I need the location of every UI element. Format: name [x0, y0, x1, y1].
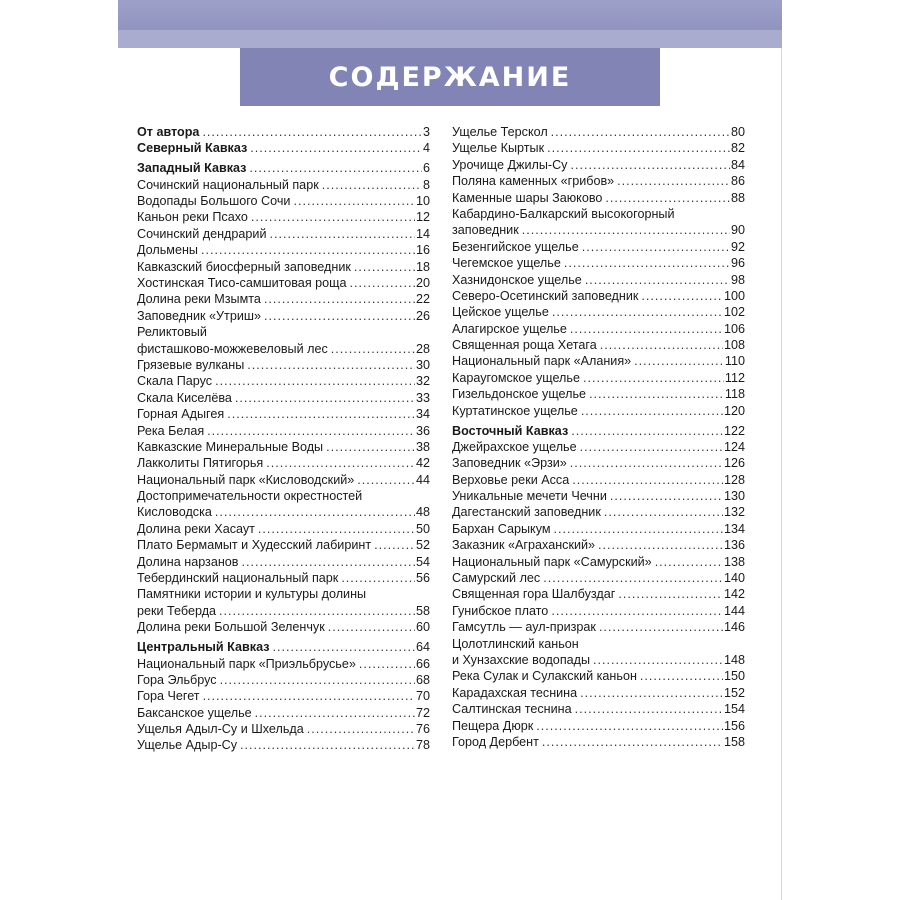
dot-leader: [240, 737, 415, 753]
toc-entry-title: Сочинский дендрарий: [137, 226, 267, 241]
dot-leader: [570, 157, 730, 173]
toc-entry-title: Ущелье Кыртык: [452, 141, 545, 156]
toc-entry[interactable]: [452, 403, 745, 419]
toc-entry-title: От автора: [137, 125, 200, 139]
toc-entry-title: Долина реки Мзымта: [137, 292, 261, 307]
title-banner: [240, 48, 660, 106]
toc-page-number: 50: [415, 521, 430, 536]
toc-entry-title: Баксанское ущелье: [137, 705, 252, 720]
toc-page-number: 132: [723, 505, 745, 520]
dot-leader: [322, 177, 422, 193]
dot-leader: [543, 570, 723, 586]
toc-entry[interactable]: [452, 504, 745, 520]
dot-leader: [610, 488, 723, 504]
toc-entry-title: Заповедник «Утриш»: [137, 308, 261, 323]
dot-leader: [551, 124, 730, 140]
toc-page-number: 144: [723, 603, 745, 618]
dot-leader: [571, 423, 723, 439]
toc-page-number: 130: [723, 489, 745, 504]
toc-page-number: 26: [415, 308, 430, 323]
toc-page-number: 70: [415, 689, 430, 704]
dot-leader: [258, 521, 415, 537]
toc-entry[interactable]: [452, 668, 745, 684]
dot-leader: [270, 226, 415, 242]
toc-column-right: [452, 124, 745, 750]
dot-leader: [634, 353, 724, 369]
dot-leader: [251, 209, 415, 225]
toc-section-heading[interactable]: [137, 124, 430, 140]
toc-entry[interactable]: [452, 554, 745, 570]
toc-page-number: 150: [723, 669, 745, 684]
toc-entry[interactable]: [137, 705, 430, 721]
toc-entry[interactable]: [137, 308, 430, 324]
dot-leader: [202, 124, 422, 140]
toc-page-number: 68: [415, 672, 430, 687]
toc-entry[interactable]: [137, 672, 430, 688]
toc-entry[interactable]: [452, 304, 745, 320]
toc-entry-title: Северо-Осетинский заповедник: [452, 288, 639, 303]
toc-entry[interactable]: [452, 472, 745, 488]
dot-leader: [605, 190, 730, 206]
dot-leader: [203, 688, 415, 704]
dot-leader: [328, 619, 415, 635]
toc-page-number: 6: [422, 161, 430, 176]
toc-page-number: 100: [723, 288, 745, 303]
toc-entry-title: Скала Парус: [137, 374, 213, 389]
toc-entry[interactable]: [137, 439, 430, 455]
dot-leader: [547, 140, 730, 156]
toc-entry-title: Верховье реки Асса: [452, 472, 570, 487]
toc-entry-title: Ущелье Терскол: [452, 125, 548, 139]
toc-page-number: 38: [415, 439, 430, 454]
dot-leader: [604, 504, 723, 520]
toc-page-number: 84: [730, 157, 745, 172]
toc-entry-title: Цейское ущелье: [452, 305, 549, 320]
toc-entry-title: Кисловодска: [137, 505, 212, 520]
dot-leader: [207, 423, 415, 439]
dot-leader: [220, 672, 415, 688]
toc-entry-title: Ущелье Адыр-Су: [137, 738, 238, 753]
dot-leader: [599, 619, 723, 635]
toc-page-number: 4: [422, 141, 430, 156]
toc-page-number: 20: [415, 276, 430, 291]
toc-page-number: 16: [415, 243, 430, 258]
toc-entry-title: Восточный Кавказ: [452, 423, 569, 438]
toc-page-number: 90: [730, 223, 745, 238]
toc-section-heading[interactable]: [452, 423, 745, 439]
toc-entry[interactable]: [452, 124, 745, 140]
toc-entry[interactable]: [137, 423, 430, 439]
toc-entry-title: Река Белая: [137, 423, 205, 438]
toc-page-number: 3: [422, 125, 430, 139]
toc-page-number: 96: [730, 256, 745, 271]
toc-entry-title: Водопады Большого Сочи: [137, 194, 291, 209]
toc-entry[interactable]: [137, 554, 430, 570]
dot-leader: [522, 222, 730, 238]
toc-entry[interactable]: [452, 734, 745, 750]
toc-page-number: 88: [730, 190, 745, 205]
toc-entry[interactable]: [137, 341, 430, 357]
toc-page-number: 60: [415, 620, 430, 635]
toc-page-number: 32: [415, 374, 430, 389]
toc-entry[interactable]: [452, 488, 745, 504]
toc-entry[interactable]: [452, 439, 745, 455]
toc-entry-title: Река Сулак и Сулакский каньон: [452, 669, 637, 684]
toc-entry[interactable]: [137, 537, 430, 553]
toc-page-number: 30: [415, 357, 430, 372]
toc-entry-title: Заказник «Аграханский»: [452, 538, 596, 553]
dot-leader: [219, 603, 415, 619]
toc-page-number: 142: [723, 587, 745, 602]
toc-entry-title: Гамсутль — аул-призрак: [452, 620, 596, 635]
toc-entry[interactable]: [452, 718, 745, 734]
toc-entry-title: Западный Кавказ: [137, 161, 247, 176]
toc-page-number: 140: [723, 571, 745, 586]
toc-entry[interactable]: [452, 288, 745, 304]
dot-leader: [326, 439, 415, 455]
toc-entry[interactable]: [452, 455, 745, 471]
toc-entry[interactable]: [137, 193, 430, 209]
toc-entry[interactable]: [452, 570, 745, 586]
toc-entry-title: Карадахская теснина: [452, 685, 578, 700]
toc-entry-title: Поляна каменных «грибов»: [452, 174, 615, 189]
toc-entry[interactable]: [452, 321, 745, 337]
dot-leader: [600, 337, 723, 353]
dot-leader: [249, 160, 422, 176]
toc-entry[interactable]: [137, 721, 430, 737]
toc-entry[interactable]: [452, 652, 745, 668]
toc-entry[interactable]: [137, 357, 430, 373]
toc-page-number: 80: [730, 125, 745, 139]
toc-entry[interactable]: [137, 603, 430, 619]
toc-entry[interactable]: [137, 504, 430, 520]
toc-entry[interactable]: [452, 255, 745, 271]
toc-entry-title: Северный Кавказ: [137, 141, 248, 156]
toc-page-number: 124: [723, 439, 745, 454]
toc-entry-title: Бархан Сарыкум: [452, 521, 551, 536]
toc-page-number: 152: [723, 685, 745, 700]
toc-entry[interactable]: [137, 373, 430, 389]
toc-page-number: 146: [723, 620, 745, 635]
dot-leader: [583, 370, 724, 386]
toc-page-number: 128: [723, 472, 745, 487]
dot-leader: [354, 259, 415, 275]
toc-entry-line: Достопримечательности окрестностей: [137, 489, 363, 504]
toc-entry-title: Салтинская теснина: [452, 702, 572, 717]
toc-entry[interactable]: [452, 619, 745, 635]
toc-entry[interactable]: [137, 619, 430, 635]
toc-entry-line: Реликтовый: [137, 325, 207, 340]
toc-page-number: 52: [415, 538, 430, 553]
dot-leader: [264, 308, 415, 324]
toc-entry-title: Джейрахское ущелье: [452, 439, 577, 454]
toc-entry-line: Памятники истории и культуры долины: [137, 587, 367, 602]
dot-leader: [582, 239, 730, 255]
dot-leader: [235, 390, 415, 406]
toc-section-heading[interactable]: [137, 160, 430, 176]
dot-leader: [585, 272, 730, 288]
dot-leader: [575, 701, 723, 717]
toc-entry[interactable]: [452, 222, 745, 238]
toc-entry-line: Цолотлинский каньон: [452, 636, 579, 651]
toc-entry[interactable]: [137, 275, 430, 291]
toc-entry[interactable]: [452, 157, 745, 173]
toc-entry-title: Уникальные мечети Чечни: [452, 489, 607, 504]
toc-entry-title: Скала Киселёва: [137, 390, 232, 405]
toc-page-number: 98: [730, 272, 745, 287]
dot-leader: [572, 472, 723, 488]
toc-entry-title: Ущелья Адыл-Су и Шхельда: [137, 722, 304, 737]
toc-page-number: 64: [415, 640, 430, 655]
dot-leader: [641, 288, 723, 304]
toc-page-number: 134: [723, 521, 745, 536]
dot-leader: [264, 291, 415, 307]
toc-page-number: 22: [415, 292, 430, 307]
dot-leader: [266, 455, 415, 471]
toc-entry[interactable]: [137, 737, 430, 753]
toc-entry[interactable]: [137, 390, 430, 406]
toc-entry-title: Национальный парк «Приэльбрусье»: [137, 656, 356, 671]
toc-section-heading[interactable]: [137, 140, 430, 156]
toc-entry[interactable]: [452, 173, 745, 189]
dot-leader: [293, 193, 415, 209]
dot-leader: [593, 652, 723, 668]
toc-entry-title: Гунибское плато: [452, 603, 549, 618]
dot-leader: [570, 321, 723, 337]
toc-entry[interactable]: [452, 337, 745, 353]
toc-entry-title: Гизельдонское ущелье: [452, 387, 587, 402]
dot-leader: [536, 718, 723, 734]
toc-page-number: 92: [730, 239, 745, 254]
toc-entry-title: реки Теберда: [137, 603, 217, 618]
toc-page-number: 76: [415, 722, 430, 737]
dot-leader: [255, 705, 415, 721]
toc-entry[interactable]: [137, 406, 430, 422]
toc-page-number: 112: [724, 370, 745, 385]
toc-entry[interactable]: [137, 688, 430, 704]
toc-page-number: 42: [415, 456, 430, 471]
toc-entry[interactable]: [137, 656, 430, 672]
toc-page-number: 122: [723, 423, 745, 438]
toc-entry-title: Кавказский биосферный заповедник: [137, 259, 351, 274]
toc-page-number: 158: [723, 734, 745, 749]
toc-entry-title: Кавказские Минеральные Воды: [137, 439, 324, 454]
dot-leader: [581, 403, 723, 419]
toc-entry[interactable]: [137, 291, 430, 307]
toc-entry-title: Священная гора Шалбуздаг: [452, 587, 616, 602]
toc-entry-title: Центральный Кавказ: [137, 640, 270, 655]
dot-leader: [272, 639, 415, 655]
toc-entry[interactable]: [137, 455, 430, 471]
toc-entry-title: Плато Бермамыт и Худесский лабиринт: [137, 538, 372, 553]
dot-leader: [357, 472, 415, 488]
toc-entry[interactable]: [452, 386, 745, 402]
dot-leader: [227, 406, 415, 422]
dot-leader: [589, 386, 724, 402]
dot-leader: [247, 357, 415, 373]
toc-entry[interactable]: [452, 239, 745, 255]
toc-entry-title: фисташково-можжевеловый лес: [137, 341, 328, 356]
toc-entry-title: заповедник: [452, 223, 519, 238]
toc-page-number: 108: [723, 338, 745, 353]
toc-page-number: 66: [415, 656, 430, 671]
dot-leader: [374, 537, 415, 553]
dot-leader: [331, 341, 415, 357]
page-edge: [781, 0, 782, 900]
toc-entry-title: Каньон реки Псахо: [137, 210, 248, 225]
toc-entry-title: Хостинская Тисо-самшитовая роща: [137, 276, 347, 291]
toc-entry-title: Каменные шары Заюково: [452, 190, 603, 205]
header-band-light: [118, 30, 782, 48]
toc-page-number: 36: [415, 423, 430, 438]
toc-page-number: 14: [415, 226, 430, 241]
dot-leader: [359, 656, 415, 672]
toc-entry[interactable]: [452, 537, 745, 553]
toc-entry[interactable]: [452, 603, 745, 619]
toc-entry-title: Тебердинский национальный парк: [137, 571, 339, 586]
toc-entry-title: Национальный парк «Самурский»: [452, 554, 652, 569]
toc-entry-title: Заповедник «Эрзи»: [452, 456, 567, 471]
dot-leader: [201, 242, 415, 258]
dot-leader: [350, 275, 415, 291]
toc-page-number: 86: [730, 174, 745, 189]
toc-column-left: [137, 124, 430, 754]
dot-leader: [618, 586, 723, 602]
dot-leader: [598, 537, 723, 553]
toc-entry-title: Дольмены: [137, 243, 198, 258]
toc-entry-title: Долина нарзанов: [137, 554, 239, 569]
toc-page-number: 12: [415, 210, 430, 225]
toc-entry-title: Самурский лес: [452, 571, 541, 586]
toc-page-number: 78: [415, 738, 430, 753]
toc-page-number: 58: [415, 603, 430, 618]
dot-leader: [215, 504, 415, 520]
toc-page-number: 34: [415, 407, 430, 422]
toc-page-number: 136: [723, 538, 745, 553]
dot-leader: [250, 140, 422, 156]
toc-entry[interactable]: [452, 272, 745, 288]
toc-entry-title: Гора Эльбрус: [137, 672, 217, 687]
toc-entry-title: Долина реки Большой Зеленчук: [137, 620, 325, 635]
toc-entry[interactable]: [137, 226, 430, 242]
toc-entry[interactable]: [137, 177, 430, 193]
dot-leader: [215, 373, 415, 389]
toc-entry-title: и Хунзахские водопады: [452, 653, 591, 667]
toc-entry-title: Гора Чегет: [137, 689, 200, 704]
toc-entry[interactable]: [452, 140, 745, 156]
toc-page-number: 106: [723, 321, 745, 336]
toc-page-number: 54: [415, 554, 430, 569]
dot-leader: [341, 570, 415, 586]
toc-page-number: 48: [415, 505, 430, 520]
dot-leader: [551, 603, 723, 619]
toc-entry-title: Урочище Джилы-Су: [452, 157, 568, 172]
toc-entry-title: Куртатинское ущелье: [452, 403, 578, 418]
toc-page-number: 33: [415, 390, 430, 405]
toc-page-number: 72: [415, 705, 430, 720]
toc-entry-title: Горная Адыгея: [137, 407, 225, 422]
toc-page-number: 148: [723, 653, 745, 667]
toc-page-number: 102: [723, 305, 745, 320]
toc-entry-title: Национальный парк «Алания»: [452, 354, 632, 369]
toc-page-number: 18: [415, 259, 430, 274]
toc-page-number: 154: [723, 702, 745, 717]
dot-leader: [570, 455, 723, 471]
dot-leader: [307, 721, 415, 737]
dot-leader: [242, 554, 415, 570]
toc-entry-title: Алагирское ущелье: [452, 321, 567, 336]
toc-entry-title: Национальный парк «Кисловодский»: [137, 472, 355, 487]
toc-page-number: 120: [723, 403, 745, 418]
toc-entry[interactable]: [137, 521, 430, 537]
toc-page-number: 138: [723, 554, 745, 569]
toc-entry[interactable]: [452, 586, 745, 602]
toc-entry-line: Кабардино-Балкарский высокогорный: [452, 206, 675, 221]
toc-entry-title: Хазнидонское ущелье: [452, 272, 582, 287]
toc-entry[interactable]: [452, 685, 745, 701]
toc-page-number: 110: [724, 354, 745, 369]
dot-leader: [554, 521, 723, 537]
toc-entry-title: Сочинский национальный парк: [137, 177, 319, 192]
toc-entry-title: Безенгийское ущелье: [452, 239, 579, 254]
dot-leader: [564, 255, 730, 271]
toc-page-number: 126: [723, 456, 745, 471]
toc-entry[interactable]: [452, 370, 745, 386]
toc-entry[interactable]: [137, 209, 430, 225]
toc-page-number: 8: [422, 177, 430, 192]
toc-page-number: 44: [415, 472, 430, 487]
toc-page-number: 118: [724, 387, 745, 402]
toc-entry[interactable]: [452, 701, 745, 717]
toc-entry-title: Чегемское ущелье: [452, 256, 561, 271]
toc-entry-title: Лакколиты Пятигорья: [137, 456, 264, 471]
toc-section-heading[interactable]: [137, 639, 430, 655]
dot-leader: [655, 554, 723, 570]
toc-page-number: 56: [415, 571, 430, 586]
toc-entry[interactable]: [137, 570, 430, 586]
toc-entry-title: Священная роща Хетага: [452, 338, 597, 353]
page-title: СОДЕРЖАНИЕ: [328, 61, 572, 93]
toc-entry[interactable]: [137, 472, 430, 488]
toc-entry-title: Пещера Дюрк: [452, 718, 534, 733]
toc-entry[interactable]: [137, 242, 430, 258]
dot-leader: [617, 173, 730, 189]
toc-entry[interactable]: [452, 353, 745, 369]
dot-leader: [580, 439, 723, 455]
toc-page-number: 156: [723, 718, 745, 733]
toc-entry-title: Грязевые вулканы: [137, 357, 245, 372]
toc-entry-title: Караугомское ущелье: [452, 370, 580, 385]
toc-page-number: 28: [415, 341, 430, 356]
toc-entry[interactable]: [452, 521, 745, 537]
toc-entry[interactable]: [137, 259, 430, 275]
toc-entry-title: Долина реки Хасаут: [137, 521, 255, 536]
toc-entry-title: Дагестанский заповедник: [452, 505, 601, 520]
dot-leader: [640, 668, 723, 684]
toc-page-number: 82: [730, 141, 745, 156]
toc-entry[interactable]: [452, 190, 745, 206]
dot-leader: [542, 734, 723, 750]
toc-page-number: 10: [415, 194, 430, 209]
dot-leader: [552, 304, 723, 320]
toc-entry-title: Город Дербент: [452, 734, 539, 749]
dot-leader: [580, 685, 723, 701]
